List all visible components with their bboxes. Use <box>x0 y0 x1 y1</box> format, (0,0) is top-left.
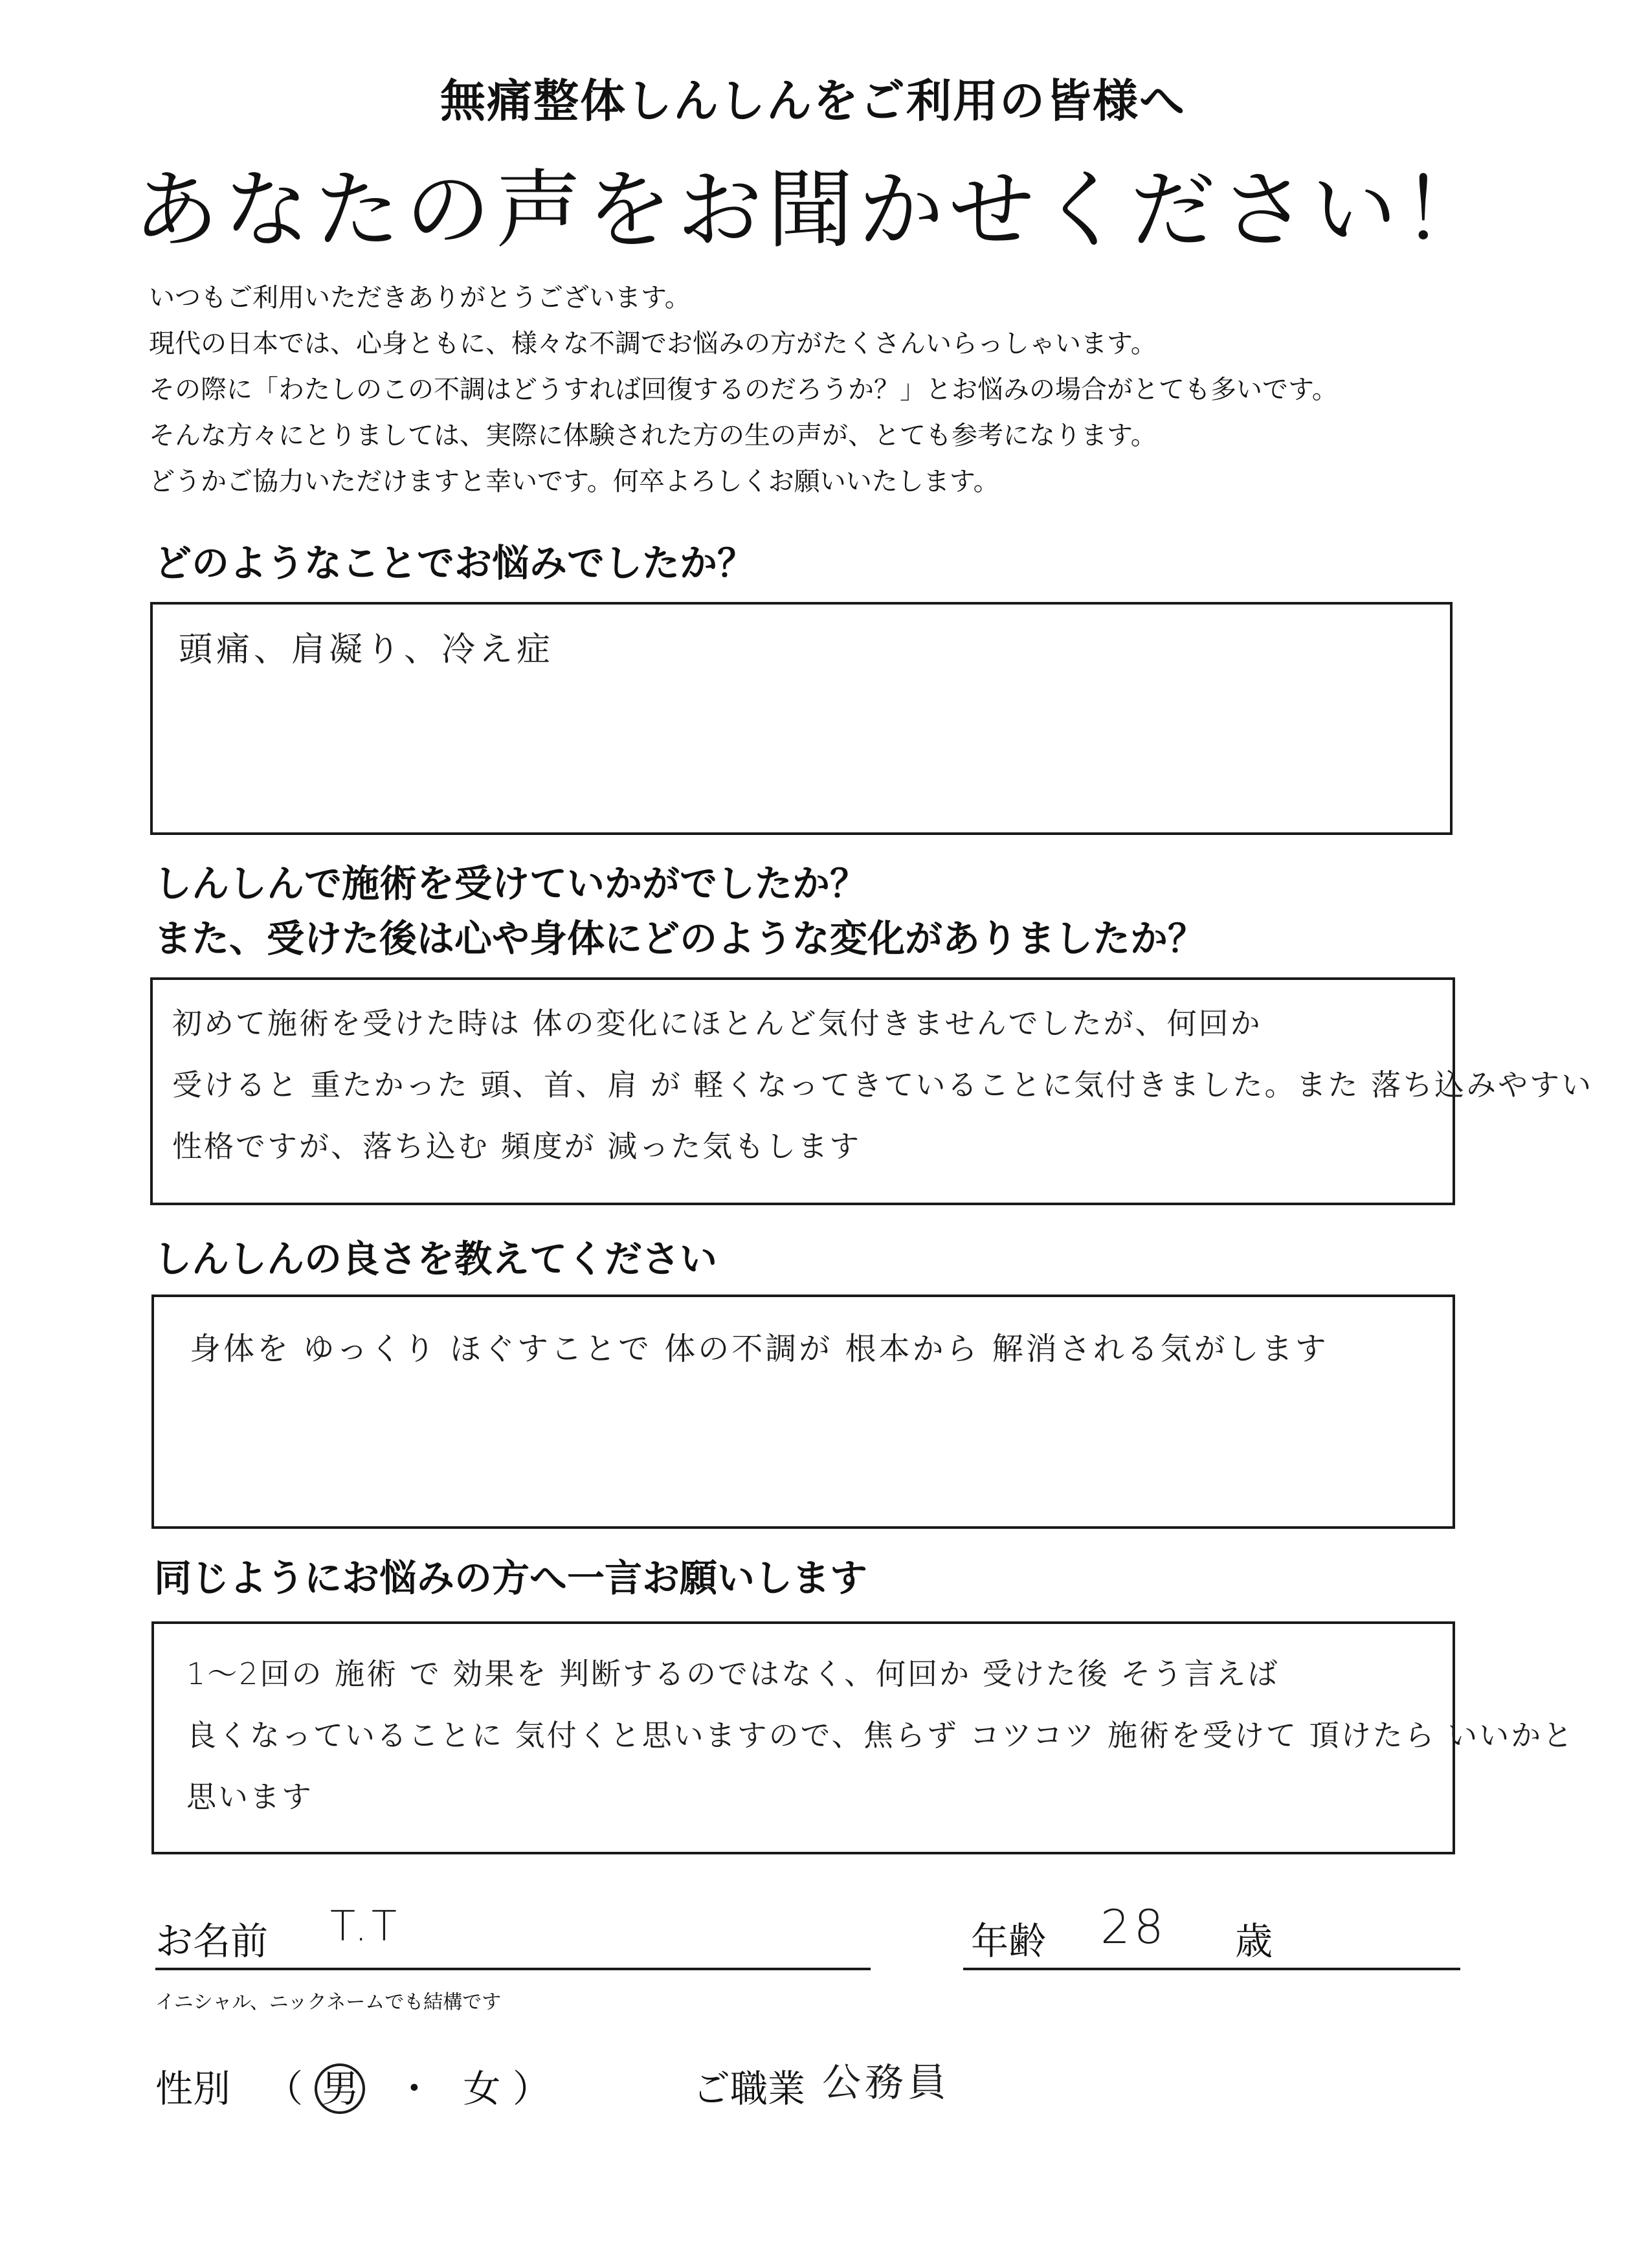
gender-option-female[interactable]: 女 <box>463 2067 501 2111</box>
age-value[interactable]: 28 <box>1100 1900 1168 1954</box>
gender-paren-open: （ <box>265 2067 304 2111</box>
form-subtitle: 無痛整体しんしんをご利用の皆様へ <box>440 74 1186 128</box>
answer-line: 受けると 重たかった 頭、首、肩 が 軽くなってきていることに気付きました。また 落ち込みやすい <box>172 1067 1594 1102</box>
intro-line: 現代の日本では、心身ともに、様々な不調でお悩みの方がたくさんいらっしゃいます。 <box>149 329 1157 359</box>
intro-line: いつもご利用いただきありがとうございます。 <box>149 283 691 313</box>
age-underline <box>963 1968 1460 1970</box>
age-label: 年齢 <box>971 1919 1047 1963</box>
answer-line: 性格ですが、落ち込む 頻度が 減った気もします <box>172 1129 862 1164</box>
question-1-heading: どのようなことでお悩みでしたか？ <box>154 541 755 585</box>
gender-options <box>265 2058 550 2114</box>
name-value[interactable]: T.T <box>330 1903 401 1951</box>
answer-box-2 <box>150 977 1594 1205</box>
question-2-heading-line-1: しんしんで施術を受けていかがでしたか？ <box>154 862 868 906</box>
intro-text <box>149 275 1338 505</box>
answer-4-text <box>186 1643 1574 1828</box>
answer-line: 頭痛、肩凝り、冷え症 <box>179 630 555 669</box>
answer-2-text <box>172 993 1593 1177</box>
answer-line: 1〜2回の 施術 で 効果を 判断するのではなく、何回か 受けた後 そう言えば <box>186 1656 1280 1691</box>
name-note: イニシャル、ニックネームでも結構です <box>155 1991 502 2014</box>
gender-label: 性別 <box>155 2067 231 2111</box>
answer-box-1 <box>150 602 1453 835</box>
question-3-heading: しんしんの良さを教えてください <box>154 1237 718 1281</box>
answer-line: 初めて施術を受けた時は 体の変化にほとんど気付きませんでしたが、何回か <box>172 1006 1262 1041</box>
name-underline <box>155 1968 871 1970</box>
occupation-value[interactable]: 公務員 <box>822 2060 950 2106</box>
answer-box-4 <box>151 1621 1575 1854</box>
gender-option-male[interactable]: 男 <box>315 2063 365 2114</box>
gender-separator: ・ <box>395 2067 433 2111</box>
form-title: あなたの声をお聞かせください！ <box>133 161 1493 260</box>
answer-box-3 <box>151 1295 1455 1529</box>
question-2-heading-line-2: また、受けた後は心や身体にどのような変化がありましたか？ <box>154 917 1206 961</box>
intro-line: その際に「わたしのこの不調はどうすれば回復するのだろうか？」とお悩みの場合がとても多いです。 <box>149 375 1338 405</box>
answer-line: 身体を ゆっくり ほぐすことで 体の不調が 根本から 解消される気がします <box>190 1331 1329 1367</box>
question-4-heading: 同じようにお悩みの方へ一言お願いします <box>154 1556 868 1600</box>
answer-1-text <box>179 624 554 676</box>
answer-line: 良くなっていることに 気付くと思いますので、焦らず コツコツ 施術を受けて 頂けたら いいかと <box>186 1718 1575 1753</box>
gender-paren-close: ） <box>512 2067 550 2111</box>
answer-3-text <box>190 1323 1329 1375</box>
occupation-label: ご職業 <box>693 2067 806 2111</box>
answer-line: 思います <box>186 1779 313 1814</box>
intro-line: そんな方々にとりましては、実際に体験された方の生の声が、とても参考になります。 <box>149 421 1157 450</box>
age-unit: 歳 <box>1235 1919 1273 1963</box>
intro-line: どうかご協力いただけますと幸いです。何卒よろしくお願いいたします。 <box>149 467 999 496</box>
name-label: お名前 <box>155 1919 269 1963</box>
